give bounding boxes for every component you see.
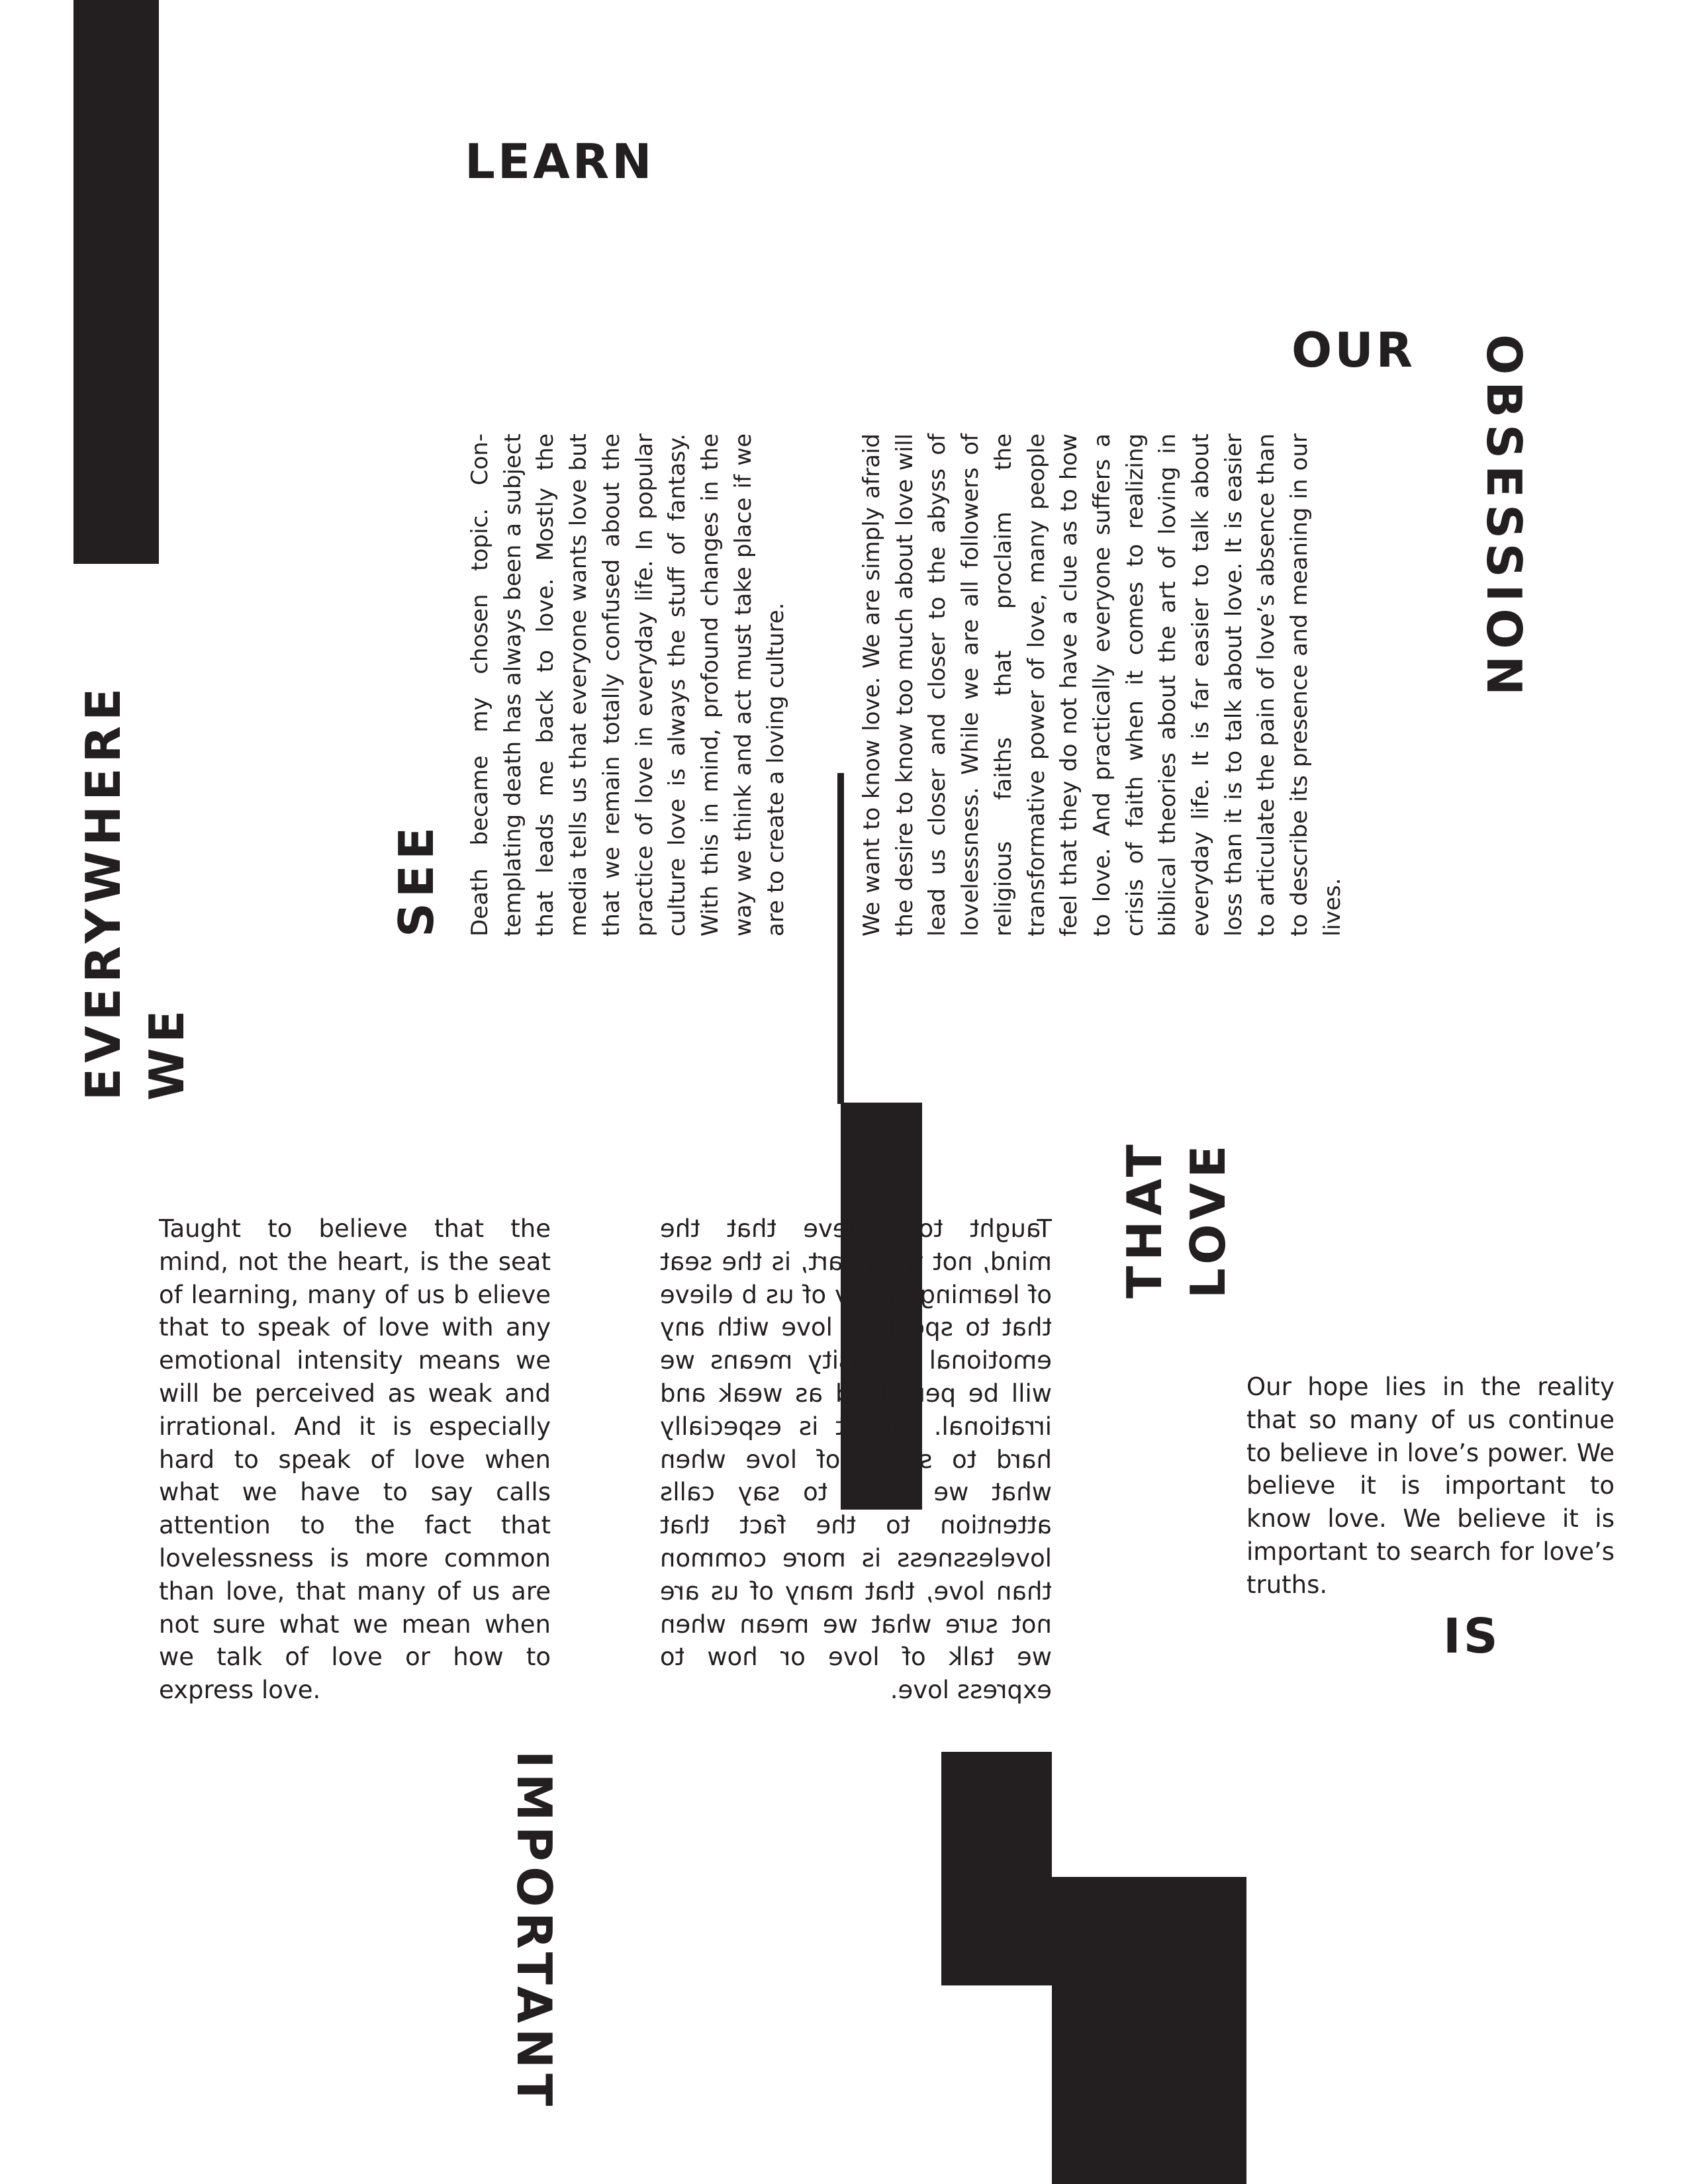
heading-important: IMPORTANT	[506, 1751, 562, 2112]
heading-our: OUR	[1291, 322, 1416, 378]
bottom-block-lower	[1052, 1877, 1246, 2184]
heading-see: SEE	[389, 821, 444, 937]
heading-that: THAT	[1117, 1139, 1172, 1298]
paragraph-taught-mirrored: Taught to believe that the mind, not the heart, is the seat of learning, many of us b elieve that to speak of love with any emotional intensity means we will be perceived as weak and irrational. And it is especially hard to speak of love when what we have to say calls attention to the fact that lovelessness is more common than love, that many of us are not sure what we mean when we talk of love or how to express love.	[660, 1214, 1052, 1705]
left-black-bar	[73, 0, 159, 564]
heading-that-love	[1113, 1139, 1240, 1298]
paragraph-death-topic: Death became my chosen topic. Contemplating death has always been a subject that leads me back to love. Mostly the media tells us that everyone wants love but that we remain totally confused about the practice of love in everyday life. In popular culture love is always the stuff of fantasy. With this in mind, profound changes in the way we think and act must take place if we are to create a loving culture.	[467, 433, 790, 936]
center-thin-rule	[837, 773, 844, 1104]
paragraph-taught-to-believe: Taught to believe that the mind, not the heart, is the seat of learning, many of us b elieve that to speak of love with any emotional intensity means we will be perceived as weak and irrational. And it is especially hard to speak of love when what we have to say calls attention to the fact that lovelessness is more common than love, that many of us are not sure what we mean when we talk of love or how to express love.	[159, 1214, 551, 1705]
heading-everywhere-we	[71, 683, 199, 1101]
bottom-block-upper	[941, 1752, 1052, 1985]
heading-is: IS	[1443, 1608, 1501, 1664]
paragraph-want-to-know-love: We want to know love. We are simply afraid the desire to know too much about love will lead us closer and closer to the abyss of lovelessness. While we are all followers of religious faiths that proclaim the transformative power of love, many people feel that they do not have a clue as to how to love. And practically everyone suffers a crisis of faith when it comes to realizing biblical theories about the art of loving in everyday life. It is far easier to talk about loss than it is to talk about love. It is easier to articulate the pain of love’s absence than to describe its presence and meaning in our lives.	[859, 433, 1346, 936]
heading-everywhere: EVERYWHERE	[75, 682, 131, 1101]
heading-love: LOVE	[1180, 1140, 1236, 1298]
heading-obsession: OBSESSION	[1476, 334, 1532, 702]
heading-we: WE	[139, 1005, 195, 1101]
heading-learn: LEARN	[465, 134, 655, 189]
paragraph-our-hope: Our hope lies in the reality that so many of us continue to believe in love’s power. We believe it is important to know love. We believe it is important to search for love’s truths.	[1246, 1373, 1615, 1599]
